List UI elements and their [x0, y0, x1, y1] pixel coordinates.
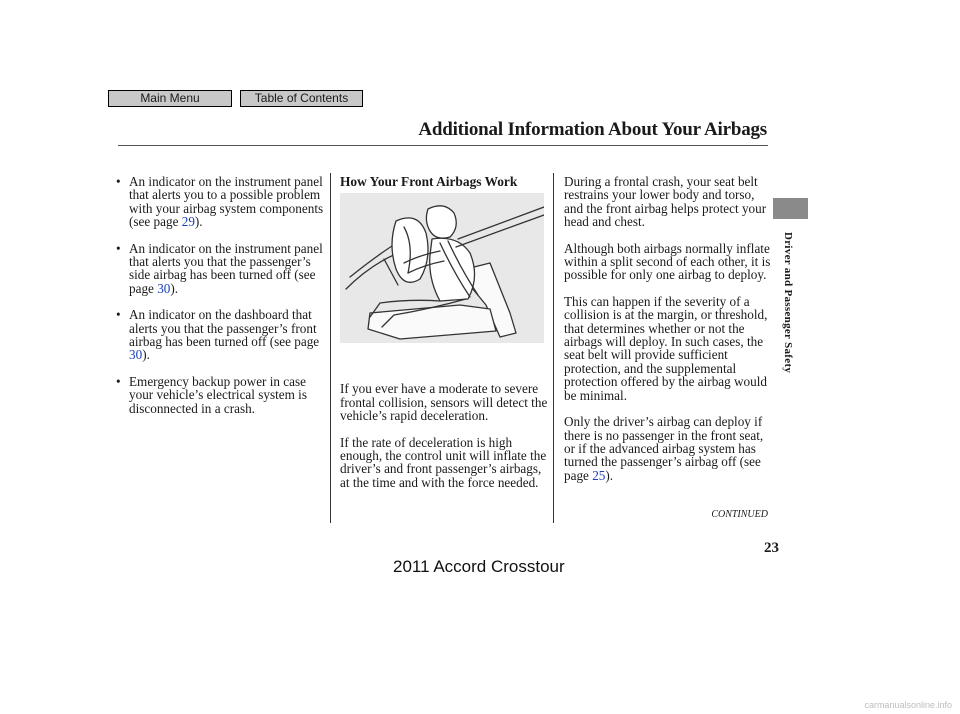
paragraph: If the rate of deceleration is high enough, the control unit will inflate the driver’s and front passenger’s airbags, at the time and with the force needed. — [340, 434, 547, 490]
table-of-contents-button[interactable]: Table of Contents — [240, 90, 363, 107]
column-divider-2 — [553, 173, 554, 523]
paragraph-text: Only the driver’s airbag can deploy if there is no passenger in the front seat, or if the advanced airbag system has turned the passenger’s airbag off (see page — [564, 414, 764, 483]
bullet-icon: • — [116, 240, 121, 256]
page-link-29[interactable]: 29 — [181, 214, 195, 230]
bullet-item — [106, 375, 324, 415]
page-link-25[interactable]: 25 — [592, 467, 606, 483]
page-link-30[interactable]: 30 — [157, 280, 171, 296]
bullet-text: An indicator on the instrument panel that alerts you that the passenger’s side airbag has been turned off (see page — [129, 240, 323, 296]
page-link-30[interactable]: 30 — [129, 347, 143, 363]
paragraph: During a frontal crash, your seat belt restrains your lower body and torso, and the front airbag helps protect your head and chest. — [564, 174, 767, 230]
bullet-item — [106, 308, 324, 362]
paragraph: If you ever have a moderate to severe frontal collision, sensors will detect the vehicle’s rapid deceleration. — [340, 381, 548, 424]
bullet-suffix: ). — [142, 347, 150, 363]
continued-label: CONTINUED — [711, 509, 768, 520]
page-title: Additional Information About Your Airbags — [418, 119, 767, 140]
airbag-illustration — [340, 193, 544, 343]
bullet-item — [106, 242, 324, 296]
footer-title: 2011 Accord Crosstour — [393, 557, 565, 576]
bullet-item — [106, 175, 324, 229]
section-tab-marker — [773, 198, 808, 219]
bullet-suffix: ). — [194, 214, 203, 230]
bullet-text: Emergency backup power in case your vehicle’s electrical system is disconnected in a crash. — [129, 373, 307, 416]
bullet-icon: • — [116, 373, 121, 389]
column-divider-1 — [330, 173, 331, 523]
bullet-icon: • — [116, 174, 121, 189]
title-divider — [118, 145, 768, 146]
column-2 — [340, 175, 550, 489]
main-menu-button[interactable]: Main Menu — [108, 90, 232, 107]
bullet-suffix: ). — [170, 280, 179, 296]
section-tab-label: Driver and Passenger Safety — [782, 232, 794, 374]
bullet-text: An indicator on the dashboard that alerts you that the passenger’s front airbag has been turned off (see page — [129, 307, 320, 350]
paragraph: This can happen if the severity of a collision is at the margin, or threshold, that determines whether or not the airbags will deploy. In such cases, the seat belt will provide sufficient protection, and the supplemental protection offered by the airbag would be minimal. — [564, 293, 768, 403]
paragraph — [564, 415, 774, 482]
driver-airbag-illustration-icon — [340, 193, 544, 343]
watermark: carmanualsonline.info — [864, 700, 952, 710]
column-3 — [564, 175, 774, 482]
paragraph: Although both airbags normally inflate within a split second of each other, it is possible for only one airbag to deploy. — [564, 240, 771, 283]
column-1 — [106, 175, 324, 415]
page-number: 23 — [764, 540, 779, 556]
paragraph-suffix: ). — [605, 467, 614, 483]
bullet-text: An indicator on the instrument panel that alerts you to a possible problem with your airbag system components (see page — [129, 174, 324, 230]
section-heading: How Your Front Airbags Work — [340, 174, 518, 189]
bullet-icon: • — [116, 307, 121, 323]
